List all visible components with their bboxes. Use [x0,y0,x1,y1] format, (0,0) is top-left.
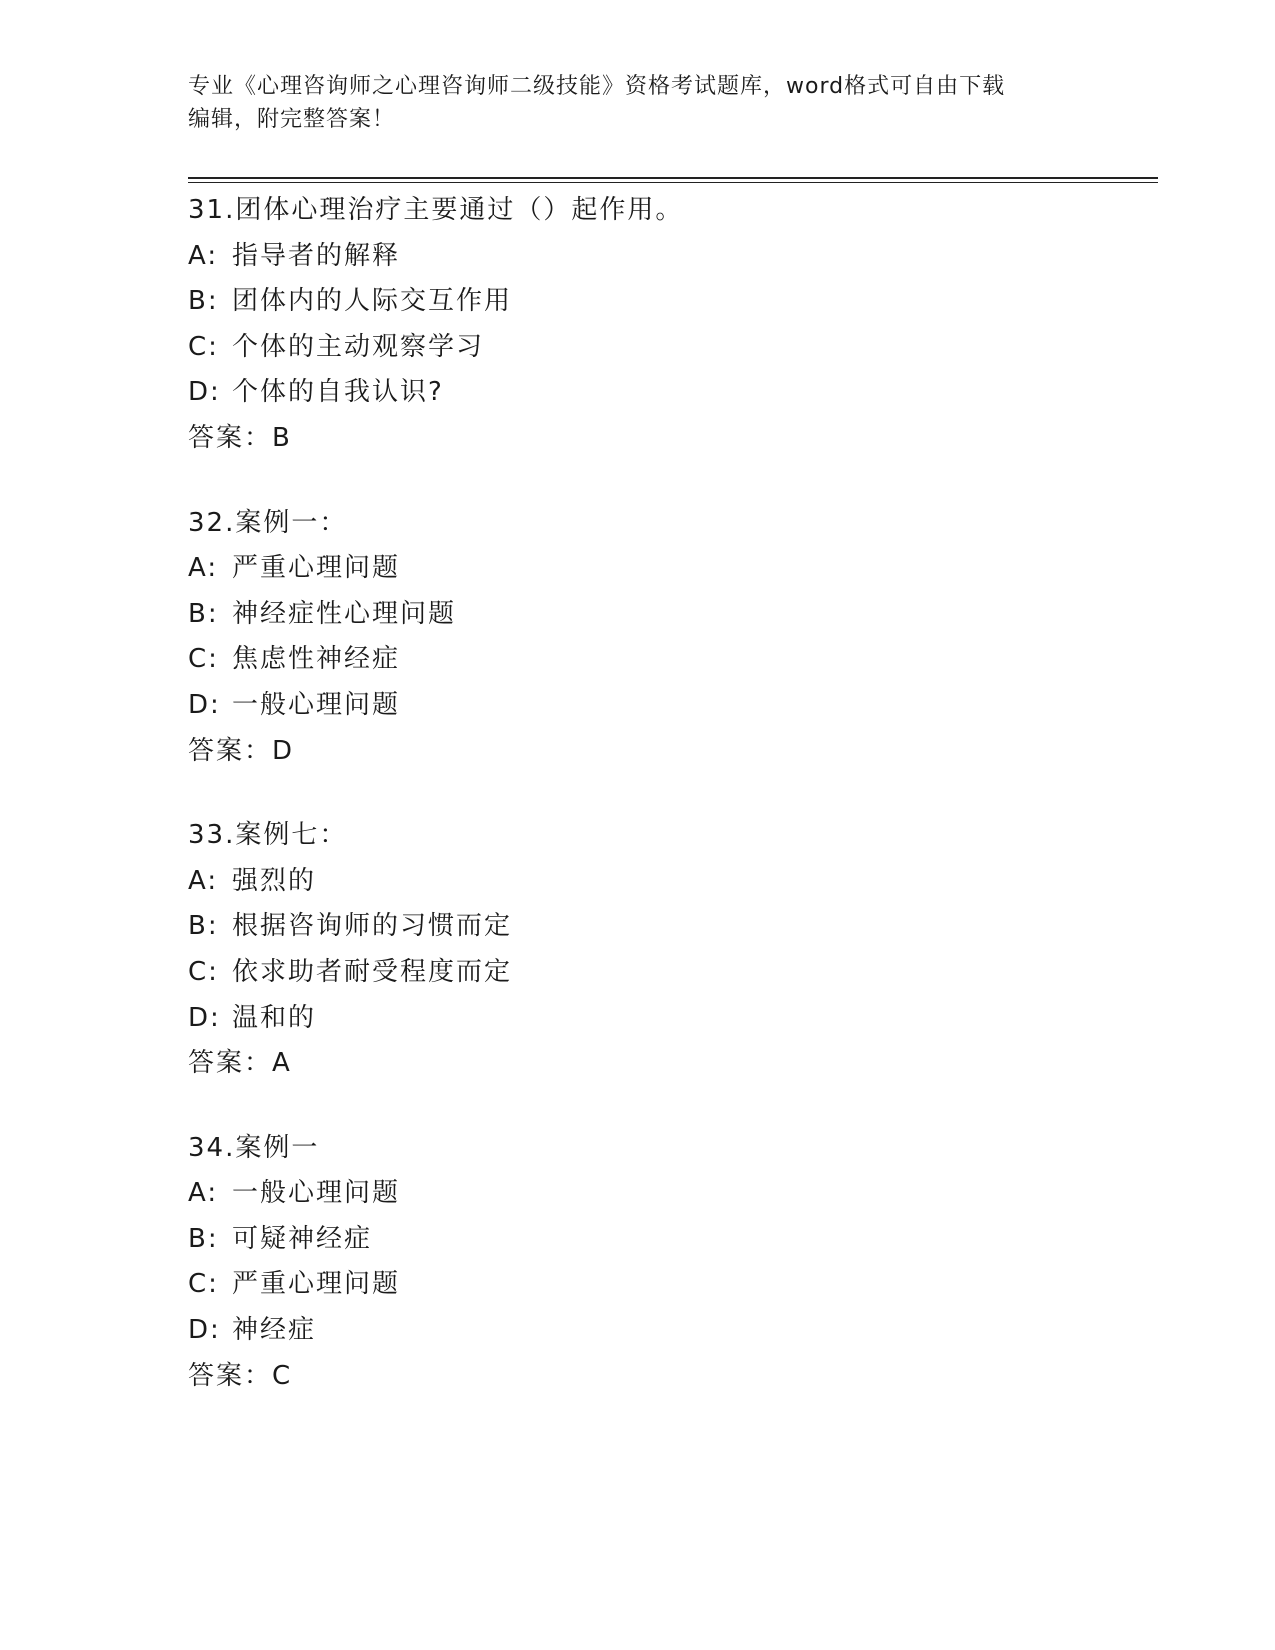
header-line-1: 专业《心理咨询师之心理咨询师二级技能》资格考试题库，word格式可自由下载 [188,74,1006,99]
option-key: A: [188,240,219,271]
option-text: 严重心理问题 [232,553,401,584]
option-d [188,370,1158,416]
question-32 [188,501,1158,775]
header-line-2: 编辑，附完整答案！ [188,107,396,132]
option-key: B: [188,1223,219,1254]
option-text: 个体的自我认识? [232,377,444,408]
answer-line: 答案：B [188,422,292,453]
option-text: 依求助者耐受程度而定 [232,956,513,987]
header-divider [188,177,1158,183]
option-text: 团体内的人际交互作用 [232,286,513,317]
option-text: 焦虑性神经症 [232,644,401,675]
option-c [188,637,1158,683]
option-key: D: [188,377,221,408]
option-text: 神经症 [232,1315,317,1346]
option-text: 一般心理问题 [232,1178,401,1209]
question-stem: 32.案例一： [188,507,348,538]
option-key: B: [188,598,219,629]
option-a [188,546,1158,592]
option-text: 严重心理问题 [232,1269,401,1300]
answer-line: 答案：A [188,1048,292,1079]
option-d [188,1308,1158,1354]
option-text: 个体的主动观察学习 [232,331,485,362]
option-text: 神经症性心理问题 [232,598,457,629]
option-key: D: [188,1002,221,1033]
option-b [188,1217,1158,1263]
question-33 [188,813,1158,1087]
option-key: A: [188,1178,219,1209]
question-stem: 31.团体心理治疗主要通过（）起作用。 [188,195,684,225]
question-34 [188,1126,1158,1400]
option-a [188,859,1158,905]
option-key: A: [188,553,219,584]
option-b [188,279,1158,325]
option-c [188,325,1158,371]
option-c [188,950,1158,996]
option-text: 温和的 [232,1002,317,1033]
option-d [188,996,1158,1042]
option-a [188,234,1158,280]
answer-line: 答案：D [188,735,295,766]
option-key: B: [188,286,219,317]
option-text: 强烈的 [232,865,317,896]
option-a [188,1171,1158,1217]
option-key: C: [188,331,219,362]
option-key: C: [188,644,219,675]
option-text: 可疑神经症 [232,1223,373,1254]
question-stem: 34.案例一 [188,1132,320,1163]
document-header [188,70,1068,136]
option-text: 指导者的解释 [232,240,401,271]
option-text: 根据咨询师的习惯而定 [232,911,513,942]
option-key: B: [188,911,219,942]
option-c [188,1262,1158,1308]
question-list [188,188,1158,1438]
option-key: A: [188,865,219,896]
option-key: D: [188,1315,221,1346]
question-31 [188,188,1158,462]
question-stem: 33.案例七： [188,820,348,851]
option-b [188,904,1158,950]
option-text: 一般心理问题 [232,689,401,720]
option-key: D: [188,689,221,720]
option-d [188,683,1158,729]
answer-line: 答案：C [188,1360,293,1391]
option-b [188,592,1158,638]
option-key: C: [188,1269,219,1300]
option-key: C: [188,956,219,987]
